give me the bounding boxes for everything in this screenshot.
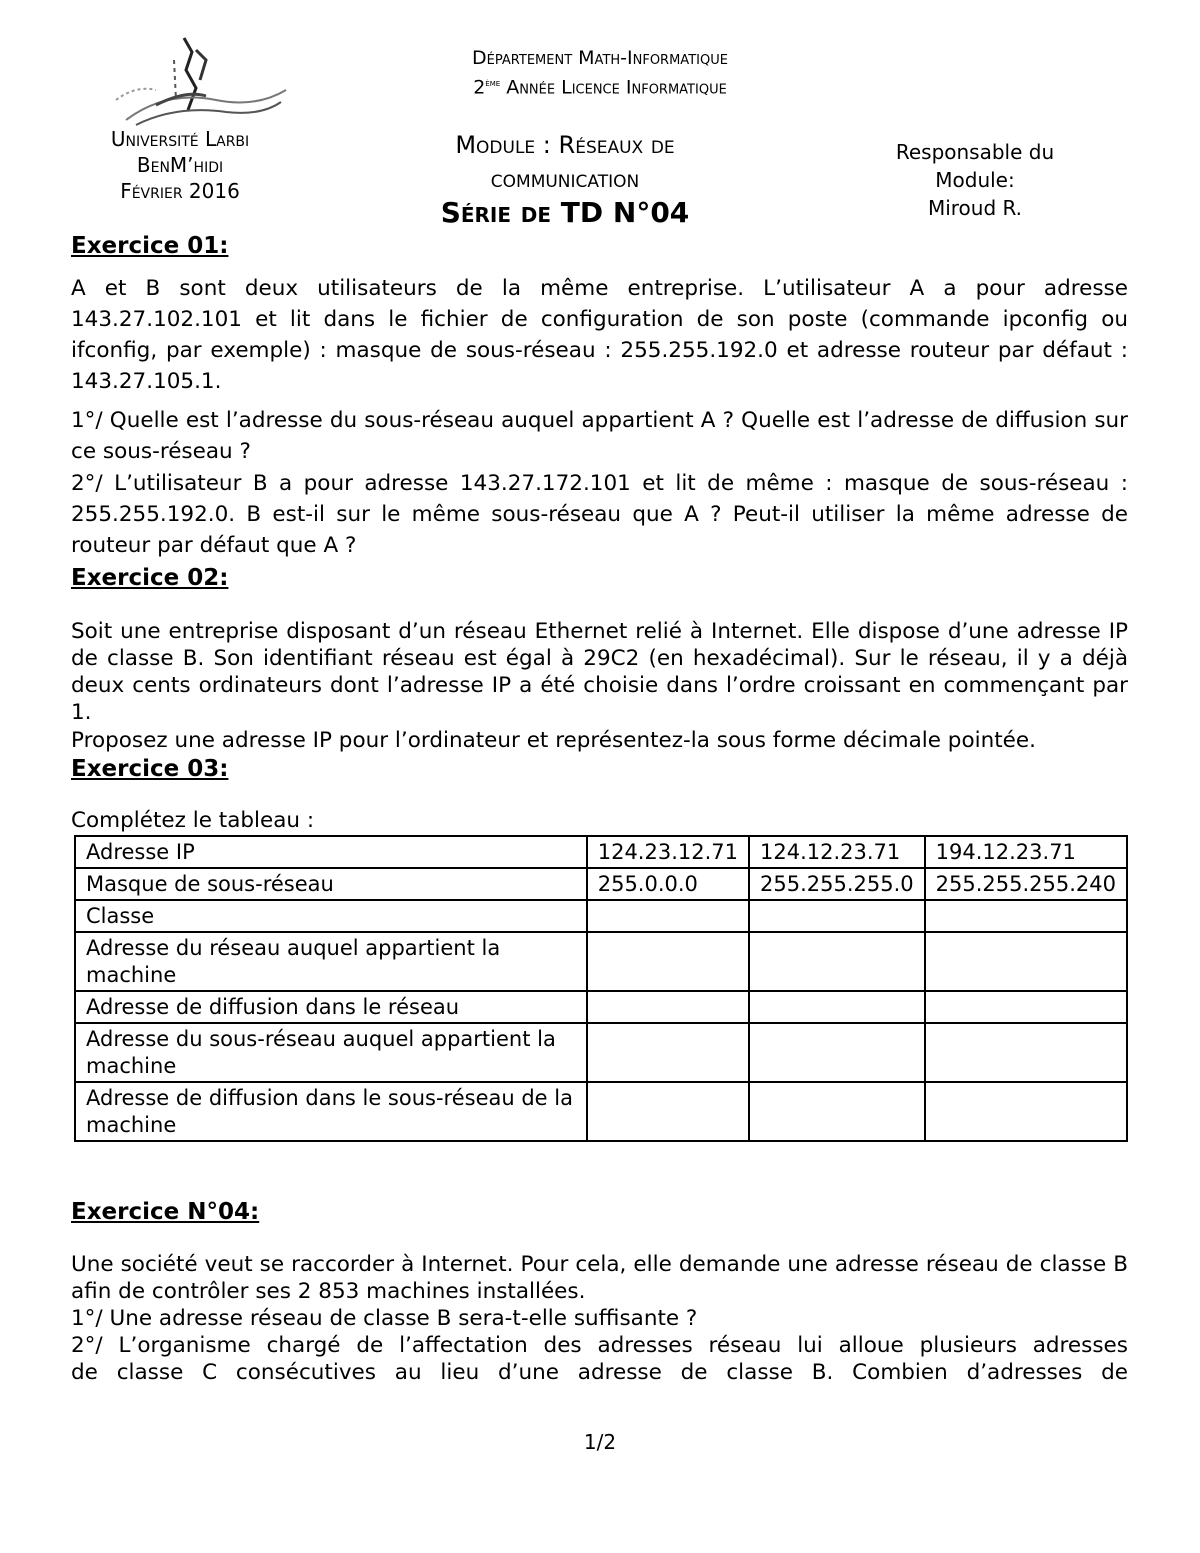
exercise-2-title: Exercice 02: (71, 565, 229, 591)
table-row (75, 991, 1127, 1023)
responsable-block: Responsable du Module: Miroud R. (895, 140, 1055, 220)
table-cell (925, 932, 1127, 991)
table-cell (749, 991, 925, 1023)
department-header (400, 45, 800, 100)
exercise-4-question-1: 1°/ Une adresse réseau de classe B sera-t-elle suffisante ? (71, 1306, 698, 1331)
exercise-3-intro: Complétez le tableau : (71, 808, 315, 833)
table-cell (587, 991, 749, 1023)
exercise-1-question-2: 2°/ L’utilisateur B a pour adresse 143.27.172.101 et lit de même : masque de sous-réseau : 255.255.192.0. B est-il sur le même sous-réseau que A ? Peut-il utiliser la même adresse de routeur par défaut que A ? (71, 471, 1128, 558)
table-cell (925, 991, 1127, 1023)
table-cell (587, 1082, 749, 1141)
table-cell: Masque de sous-réseau (75, 868, 587, 900)
exercise-4-title: Exercice N°04: (71, 1199, 260, 1225)
table-cell (749, 900, 925, 932)
table-cell: Classe (75, 900, 587, 932)
department-name: Département Math-Informatique (472, 47, 728, 69)
exercise-4-text: Une société veut se raccorder à Internet. Pour cela, elle demande une adresse réseau de classe B afin de contrôler ses 2 853 machines installées. (71, 1252, 1128, 1304)
page-number: 1/2 (583, 1430, 617, 1454)
document-date: Février 2016 (120, 179, 240, 203)
table-cell: Adresse de diffusion dans le réseau (75, 991, 587, 1023)
table-cell: 124.23.12.71 (587, 836, 749, 868)
module-title: Module : Réseaux de communication (455, 131, 675, 193)
table-cell: 255.255.255.240 (925, 868, 1127, 900)
year-line: 2ème Année Licence Informatique (473, 76, 727, 99)
table-cell: 124.12.23.71 (749, 836, 925, 868)
table-cell (925, 1082, 1127, 1141)
table-cell (587, 900, 749, 932)
exercise-4-question-2: 2°/ L’organisme chargé de l’affectation des adresses réseau lui alloue plusieurs adresses (71, 1333, 1128, 1358)
table-cell: Adresse de diffusion dans le sous-réseau de la machine (75, 1082, 587, 1141)
table-cell (925, 900, 1127, 932)
table-cell: 255.255.255.0 (749, 868, 925, 900)
table-row (75, 868, 1127, 900)
table-row (75, 836, 1127, 868)
table-row (75, 1023, 1127, 1082)
exercise-4-question-2-continued: de classe C consécutives au lieu d’une adresse de classe B. Combien d’adresses de (71, 1360, 1128, 1385)
table-cell (587, 1023, 749, 1082)
exercise-2-text: Soit une entreprise disposant d’un réseau Ethernet relié à Internet. Elle dispose d’une adresse IP de classe B. Son identifiant réseau est égal à 29C2 (en hexadécimal). Sur le réseau, il y a déjà deux cents ordinateurs dont l’adresse IP a été choisie dans l’ordre croissant en commençant par 1. (71, 619, 1128, 725)
exercise-1-question-1: 1°/ Quelle est l’adresse du sous-réseau auquel appartient A ? Quelle est l’adresse de diffusion sur ce sous-réseau ? (71, 408, 1128, 464)
table-cell: 255.0.0.0 (587, 868, 749, 900)
table-cell (587, 932, 749, 991)
table-cell (925, 1023, 1127, 1082)
university-logo (96, 30, 296, 130)
university-name (70, 126, 290, 204)
table-row (75, 1082, 1127, 1141)
ip-address-table (74, 835, 1128, 1142)
table-cell: Adresse du réseau auquel appartient la machine (75, 932, 587, 991)
university-line: BenM’hidi (136, 153, 224, 177)
university-line: Université Larbi (110, 127, 250, 151)
table-cell (749, 1082, 925, 1141)
table-cell: 194.12.23.71 (925, 836, 1127, 868)
exercise-3-title: Exercice 03: (71, 756, 229, 782)
table-cell: Adresse du sous-réseau auquel appartient la machine (75, 1023, 587, 1082)
table-cell (749, 1023, 925, 1082)
table-cell (749, 932, 925, 991)
exercise-2-question: Proposez une adresse IP pour l’ordinateur et représentez-la sous forme décimale pointée. (71, 728, 1036, 753)
table-cell: Adresse IP (75, 836, 587, 868)
exercise-1-intro: A et B sont deux utilisateurs de la même entreprise. L’utilisateur A a pour adresse 143.27.102.101 et lit dans le fichier de configuration de son poste (commande ipconfig ou ifconfig, par exemple) : masque de sous-réseau : 255.255.192.0 et adresse routeur par défaut : 143.27.105.1. (71, 276, 1128, 394)
serie-title: Série de TD N°04 (440, 196, 690, 229)
table-row (75, 932, 1127, 991)
exercise-1-title: Exercice 01: (71, 233, 229, 259)
table-row (75, 900, 1127, 932)
